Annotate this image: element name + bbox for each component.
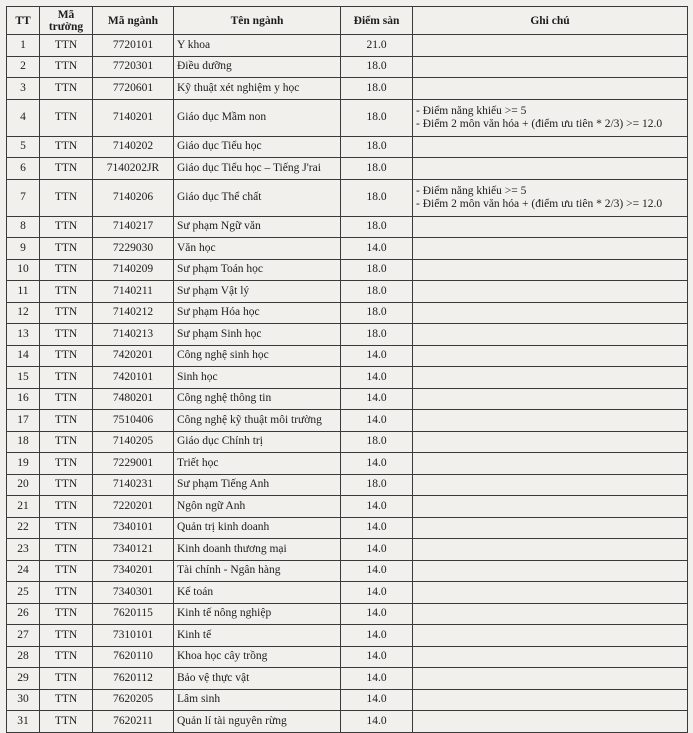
note-cell bbox=[413, 238, 688, 260]
min-score: 14.0 bbox=[341, 582, 413, 604]
major-code: 7229030 bbox=[93, 238, 174, 260]
major-code: 7480201 bbox=[93, 388, 174, 410]
row-number: 25 bbox=[7, 582, 40, 604]
major-name: Ngôn ngữ Anh bbox=[174, 496, 341, 518]
row-number: 28 bbox=[7, 646, 40, 668]
major-name: Sư phạm Hóa học bbox=[174, 302, 341, 324]
row-number: 12 bbox=[7, 302, 40, 324]
major-name: Giáo dục Chính trị bbox=[174, 431, 341, 453]
major-code: 7620112 bbox=[93, 668, 174, 690]
table-row bbox=[7, 646, 688, 668]
min-score: 14.0 bbox=[341, 689, 413, 711]
min-score: 18.0 bbox=[341, 216, 413, 238]
school-code: TTN bbox=[40, 603, 93, 625]
table-row bbox=[7, 603, 688, 625]
note-cell bbox=[413, 603, 688, 625]
min-score: 18.0 bbox=[341, 302, 413, 324]
table-row bbox=[7, 539, 688, 561]
school-code: TTN bbox=[40, 179, 93, 216]
header-school-code: Mã trường bbox=[40, 7, 93, 35]
table-row bbox=[7, 474, 688, 496]
min-score: 14.0 bbox=[341, 539, 413, 561]
min-score: 14.0 bbox=[341, 410, 413, 432]
min-score: 14.0 bbox=[341, 388, 413, 410]
min-score: 14.0 bbox=[341, 625, 413, 647]
note-cell bbox=[413, 324, 688, 346]
major-name: Quản lí tài nguyên rừng bbox=[174, 711, 341, 733]
major-name: Kinh tế nông nghiệp bbox=[174, 603, 341, 625]
major-code: 7140202 bbox=[93, 136, 174, 158]
table-row bbox=[7, 78, 688, 100]
table-row bbox=[7, 410, 688, 432]
min-score: 18.0 bbox=[341, 259, 413, 281]
note-cell bbox=[413, 179, 688, 216]
school-code: TTN bbox=[40, 410, 93, 432]
major-name: Sư phạm Vật lý bbox=[174, 281, 341, 303]
major-code: 7340301 bbox=[93, 582, 174, 604]
major-code: 7620205 bbox=[93, 689, 174, 711]
school-code: TTN bbox=[40, 453, 93, 475]
school-code: TTN bbox=[40, 259, 93, 281]
table-row bbox=[7, 496, 688, 518]
school-code: TTN bbox=[40, 324, 93, 346]
row-number: 11 bbox=[7, 281, 40, 303]
min-score: 18.0 bbox=[341, 324, 413, 346]
row-number: 7 bbox=[7, 179, 40, 216]
note-cell bbox=[413, 281, 688, 303]
school-code: TTN bbox=[40, 281, 93, 303]
header-major-name: Tên ngành bbox=[174, 7, 341, 35]
major-code: 7420201 bbox=[93, 345, 174, 367]
note-cell bbox=[413, 560, 688, 582]
row-number: 14 bbox=[7, 345, 40, 367]
major-code: 7720601 bbox=[93, 78, 174, 100]
major-name: Kế toán bbox=[174, 582, 341, 604]
row-number: 17 bbox=[7, 410, 40, 432]
major-code: 7140212 bbox=[93, 302, 174, 324]
school-code: TTN bbox=[40, 367, 93, 389]
major-name: Triết học bbox=[174, 453, 341, 475]
note-cell bbox=[413, 388, 688, 410]
major-code: 7220201 bbox=[93, 496, 174, 518]
note-cell bbox=[413, 582, 688, 604]
school-code: TTN bbox=[40, 689, 93, 711]
table-row bbox=[7, 179, 688, 216]
header-major-code: Mã ngành bbox=[93, 7, 174, 35]
table-row bbox=[7, 689, 688, 711]
major-code: 7720101 bbox=[93, 35, 174, 57]
table-row bbox=[7, 259, 688, 281]
min-score: 14.0 bbox=[341, 238, 413, 260]
note-cell bbox=[413, 158, 688, 180]
major-name: Sư phạm Sinh học bbox=[174, 324, 341, 346]
table-row bbox=[7, 453, 688, 475]
school-code: TTN bbox=[40, 345, 93, 367]
major-code: 7140231 bbox=[93, 474, 174, 496]
min-score: 14.0 bbox=[341, 560, 413, 582]
note-cell bbox=[413, 35, 688, 57]
row-number: 19 bbox=[7, 453, 40, 475]
note-cell bbox=[413, 56, 688, 78]
header-tt: TT bbox=[7, 7, 40, 35]
row-number: 31 bbox=[7, 711, 40, 733]
note-cell bbox=[413, 646, 688, 668]
school-code: TTN bbox=[40, 711, 93, 733]
row-number: 30 bbox=[7, 689, 40, 711]
table-row bbox=[7, 158, 688, 180]
min-score: 18.0 bbox=[341, 78, 413, 100]
min-score: 18.0 bbox=[341, 179, 413, 216]
major-name: Sư phạm Tiếng Anh bbox=[174, 474, 341, 496]
table-row bbox=[7, 238, 688, 260]
school-code: TTN bbox=[40, 496, 93, 518]
row-number: 20 bbox=[7, 474, 40, 496]
note-cell bbox=[413, 517, 688, 539]
school-code: TTN bbox=[40, 668, 93, 690]
row-number: 1 bbox=[7, 35, 40, 57]
table-row bbox=[7, 302, 688, 324]
major-name: Tài chính - Ngân hàng bbox=[174, 560, 341, 582]
table-row bbox=[7, 136, 688, 158]
major-code: 7229001 bbox=[93, 453, 174, 475]
major-code: 7140205 bbox=[93, 431, 174, 453]
major-code: 7720301 bbox=[93, 56, 174, 78]
row-number: 23 bbox=[7, 539, 40, 561]
major-code: 7340201 bbox=[93, 560, 174, 582]
row-number: 13 bbox=[7, 324, 40, 346]
school-code: TTN bbox=[40, 539, 93, 561]
row-number: 18 bbox=[7, 431, 40, 453]
row-number: 29 bbox=[7, 668, 40, 690]
major-code: 7140213 bbox=[93, 324, 174, 346]
school-code: TTN bbox=[40, 78, 93, 100]
row-number: 3 bbox=[7, 78, 40, 100]
min-score: 14.0 bbox=[341, 646, 413, 668]
table-row bbox=[7, 560, 688, 582]
note-cell bbox=[413, 345, 688, 367]
min-score: 14.0 bbox=[341, 603, 413, 625]
note-cell bbox=[413, 136, 688, 158]
note-cell bbox=[413, 78, 688, 100]
row-number: 5 bbox=[7, 136, 40, 158]
min-score: 14.0 bbox=[341, 367, 413, 389]
school-code: TTN bbox=[40, 35, 93, 57]
school-code: TTN bbox=[40, 136, 93, 158]
major-name: Y khoa bbox=[174, 35, 341, 57]
school-code: TTN bbox=[40, 302, 93, 324]
table-row bbox=[7, 35, 688, 57]
major-code: 7340121 bbox=[93, 539, 174, 561]
school-code: TTN bbox=[40, 216, 93, 238]
row-number: 6 bbox=[7, 158, 40, 180]
row-number: 15 bbox=[7, 367, 40, 389]
note-cell bbox=[413, 367, 688, 389]
min-score: 14.0 bbox=[341, 496, 413, 518]
major-name: Điều dưỡng bbox=[174, 56, 341, 78]
admission-score-table bbox=[6, 6, 688, 733]
row-number: 2 bbox=[7, 56, 40, 78]
school-code: TTN bbox=[40, 431, 93, 453]
row-number: 4 bbox=[7, 99, 40, 136]
major-code: 7140201 bbox=[93, 99, 174, 136]
table-row bbox=[7, 431, 688, 453]
school-code: TTN bbox=[40, 56, 93, 78]
major-name: Lâm sinh bbox=[174, 689, 341, 711]
note-line: - Điểm 2 môn văn hóa + (điểm ưu tiên * 2/3) >= 12.0 bbox=[416, 197, 663, 210]
min-score: 14.0 bbox=[341, 711, 413, 733]
note-line: - Điểm năng khiếu >= 5 bbox=[416, 184, 527, 197]
row-number: 21 bbox=[7, 496, 40, 518]
school-code: TTN bbox=[40, 560, 93, 582]
note-cell bbox=[413, 302, 688, 324]
min-score: 14.0 bbox=[341, 345, 413, 367]
note-cell bbox=[413, 474, 688, 496]
major-code: 7340101 bbox=[93, 517, 174, 539]
min-score: 14.0 bbox=[341, 668, 413, 690]
note-cell bbox=[413, 539, 688, 561]
table-body bbox=[7, 35, 688, 733]
min-score: 18.0 bbox=[341, 281, 413, 303]
school-code: TTN bbox=[40, 388, 93, 410]
major-code: 7140209 bbox=[93, 259, 174, 281]
school-code: TTN bbox=[40, 582, 93, 604]
major-name: Giáo dục Mầm non bbox=[174, 99, 341, 136]
major-code: 7140211 bbox=[93, 281, 174, 303]
table-header-row bbox=[7, 7, 688, 35]
note-cell bbox=[413, 453, 688, 475]
note-cell bbox=[413, 410, 688, 432]
note-cell bbox=[413, 625, 688, 647]
table-row bbox=[7, 367, 688, 389]
major-name: Công nghệ kỹ thuật môi trường bbox=[174, 410, 341, 432]
major-name: Kinh doanh thương mại bbox=[174, 539, 341, 561]
major-code: 7140217 bbox=[93, 216, 174, 238]
min-score: 18.0 bbox=[341, 474, 413, 496]
table-row bbox=[7, 99, 688, 136]
min-score: 18.0 bbox=[341, 99, 413, 136]
note-cell bbox=[413, 689, 688, 711]
major-code: 7420101 bbox=[93, 367, 174, 389]
note-cell bbox=[413, 496, 688, 518]
header-note: Ghi chú bbox=[413, 7, 688, 35]
major-name: Giáo dục Tiểu học bbox=[174, 136, 341, 158]
row-number: 9 bbox=[7, 238, 40, 260]
school-code: TTN bbox=[40, 625, 93, 647]
table-row bbox=[7, 324, 688, 346]
table-row bbox=[7, 517, 688, 539]
major-name: Kinh tế bbox=[174, 625, 341, 647]
major-name: Kỹ thuật xét nghiệm y học bbox=[174, 78, 341, 100]
major-name: Sư phạm Toán học bbox=[174, 259, 341, 281]
school-code: TTN bbox=[40, 646, 93, 668]
major-code: 7620110 bbox=[93, 646, 174, 668]
major-name: Khoa học cây trồng bbox=[174, 646, 341, 668]
school-code: TTN bbox=[40, 158, 93, 180]
min-score: 21.0 bbox=[341, 35, 413, 57]
major-code: 7310101 bbox=[93, 625, 174, 647]
major-name: Sinh học bbox=[174, 367, 341, 389]
note-line: - Điểm 2 môn văn hóa + (điểm ưu tiên * 2/3) >= 12.0 bbox=[416, 117, 663, 130]
min-score: 18.0 bbox=[341, 158, 413, 180]
min-score: 14.0 bbox=[341, 453, 413, 475]
row-number: 24 bbox=[7, 560, 40, 582]
table-row bbox=[7, 345, 688, 367]
major-name: Giáo dục Tiểu học – Tiếng J'rai bbox=[174, 158, 341, 180]
major-name: Giáo dục Thể chất bbox=[174, 179, 341, 216]
school-code: TTN bbox=[40, 517, 93, 539]
table-row bbox=[7, 668, 688, 690]
table-row bbox=[7, 388, 688, 410]
min-score: 18.0 bbox=[341, 136, 413, 158]
header-min-score: Điểm sàn bbox=[341, 7, 413, 35]
note-cell bbox=[413, 711, 688, 733]
table-row bbox=[7, 625, 688, 647]
major-code: 7620115 bbox=[93, 603, 174, 625]
major-name: Công nghệ thông tin bbox=[174, 388, 341, 410]
major-code: 7140206 bbox=[93, 179, 174, 216]
table-row bbox=[7, 56, 688, 78]
major-code: 7510406 bbox=[93, 410, 174, 432]
major-name: Quản trị kinh doanh bbox=[174, 517, 341, 539]
note-cell bbox=[413, 431, 688, 453]
row-number: 22 bbox=[7, 517, 40, 539]
major-name: Bảo vệ thực vật bbox=[174, 668, 341, 690]
min-score: 14.0 bbox=[341, 517, 413, 539]
major-code: 7140202JR bbox=[93, 158, 174, 180]
major-name: Văn học bbox=[174, 238, 341, 260]
note-cell bbox=[413, 216, 688, 238]
major-code: 7620211 bbox=[93, 711, 174, 733]
row-number: 10 bbox=[7, 259, 40, 281]
major-name: Công nghệ sinh học bbox=[174, 345, 341, 367]
school-code: TTN bbox=[40, 238, 93, 260]
min-score: 18.0 bbox=[341, 56, 413, 78]
table-row bbox=[7, 216, 688, 238]
note-cell bbox=[413, 99, 688, 136]
row-number: 16 bbox=[7, 388, 40, 410]
min-score: 18.0 bbox=[341, 431, 413, 453]
row-number: 26 bbox=[7, 603, 40, 625]
table-row bbox=[7, 582, 688, 604]
row-number: 27 bbox=[7, 625, 40, 647]
note-line: - Điểm năng khiếu >= 5 bbox=[416, 104, 527, 117]
note-cell bbox=[413, 259, 688, 281]
table-row bbox=[7, 281, 688, 303]
table-row bbox=[7, 711, 688, 733]
school-code: TTN bbox=[40, 474, 93, 496]
school-code: TTN bbox=[40, 99, 93, 136]
major-name: Sư phạm Ngữ văn bbox=[174, 216, 341, 238]
row-number: 8 bbox=[7, 216, 40, 238]
note-cell bbox=[413, 668, 688, 690]
